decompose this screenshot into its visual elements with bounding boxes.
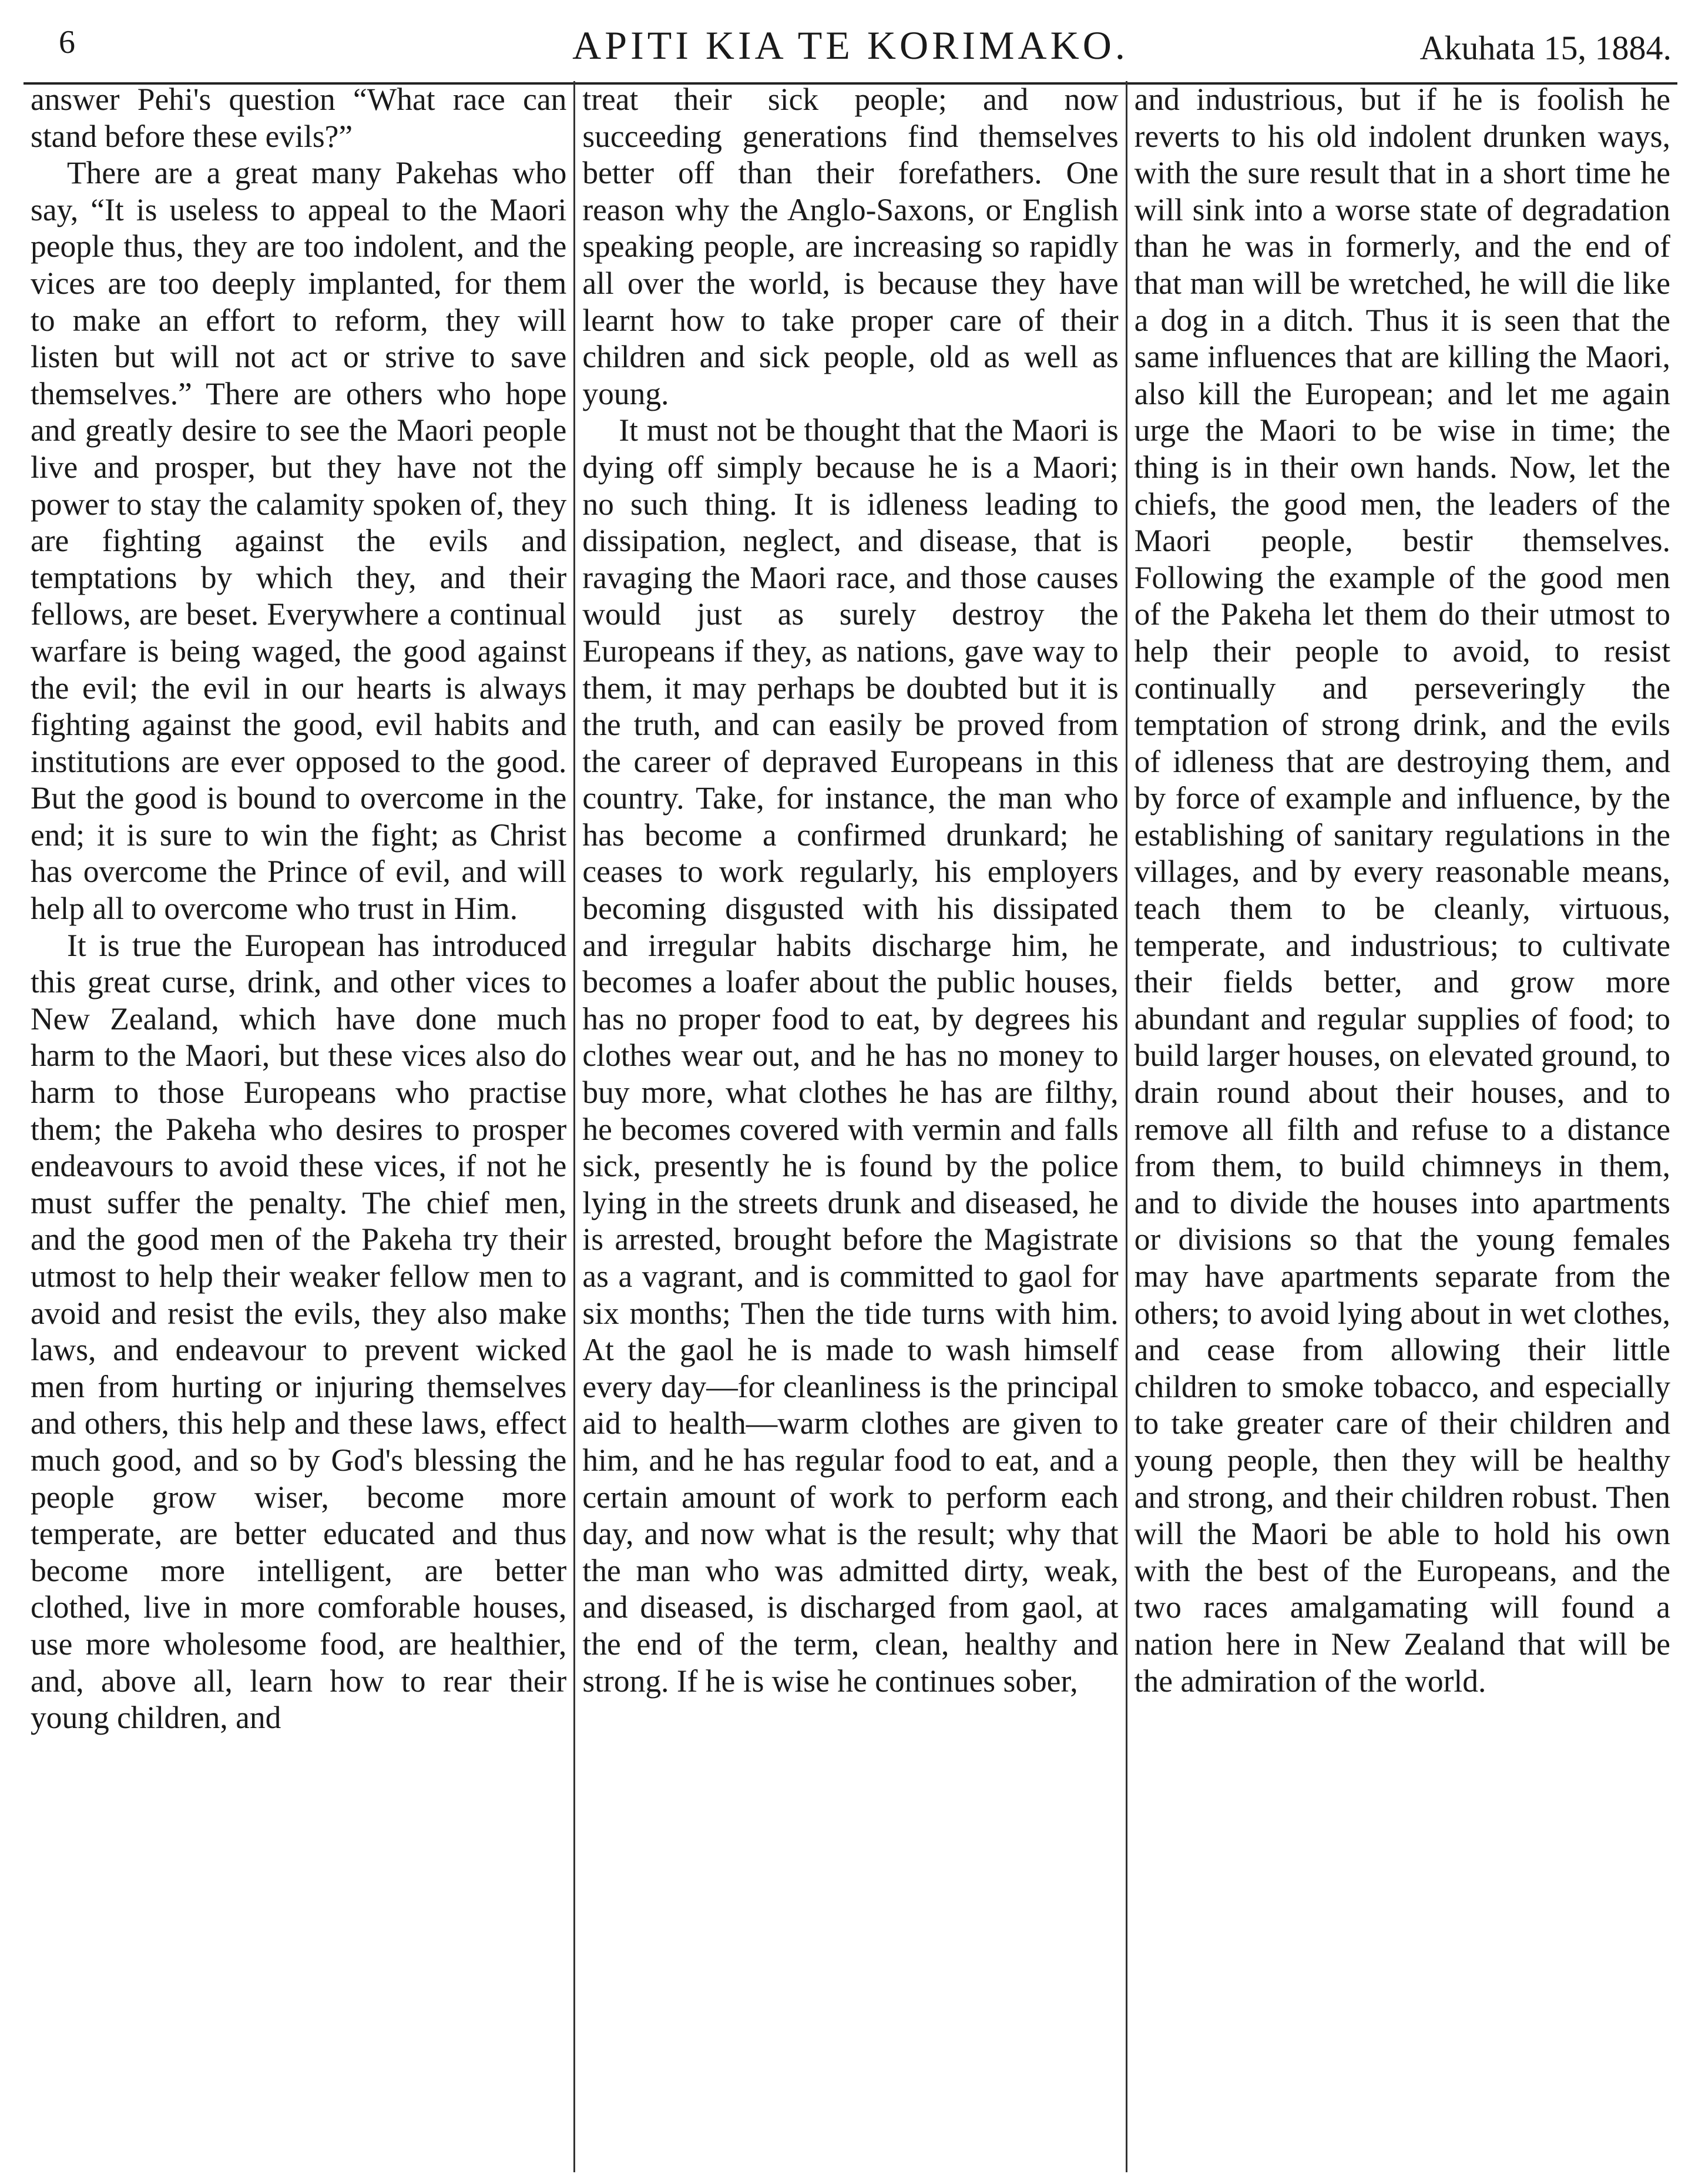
column-3-paragraph-1: and industrious, but if he is foolish he reverts to his old indolent drunken ways, with the sure result that in a short time he will sink into a worse state of degradation than he was in formerly, and the end of that man will be wretched, he will die like a dog in a ditch. Thus it is seen that the same influences that are killing the Maori, also kill the European; and let me again urge the Maori to be wise in time; the thing is in their own hands. Now, let the chiefs, the good men, the leaders of the Maori people, bestir themselves. Following the example of the good men of the Pakeha let them do their utmost to help their people to avoid, to resist continually and perseveringly the temptation of strong drink, and the evils of idleness that are destroying them, and by force of example and influence, by the establishing of sanitary regulations in the villages, and by every reasonable means, teach them to be cleanly, virtuous, temperate, and industrious; to cultivate their fields better, and grow more abundant and regular supplies of food; to build larger houses, on elevated ground, to drain round about their houses, and to remove all filth and refuse to a distance from them, to build chimneys in them, and to divide the houses into apartments or divisions so that the young females may have apartments separate from the others; to avoid lying about in wet clothes, and cease from allowing their little children to smoke tobacco, and especially to take greater care of their children and young people, then they will be healthy and strong, and their children robust. Then will the Maori be able to hold his own with the best of the Europeans, and the two races amalgamating will found a nation here in New Zealand that will be the admiration of the world. [1134, 82, 1670, 1699]
column-2-paragraph-2: It must not be thought that the Maori is dying off simply because he is a Maori; no such thing. It is idleness leading to dissipation, neglect, and disease, that is ravaging the Maori race, and those causes would just as surely destroy the Europeans if they, as nations, gave way to them, it may perhaps be doubted but it is the truth, and can easily be proved from the career of depraved Europeans in this country. Take, for instance, the man who has become a confirmed drunkard; he ceases to work regularly, his employers becoming disgusted with his dissipated and irregular habits discharge him, he becomes a loafer about the public houses, has no proper food to eat, by degrees his clothes wear out, and he has no money to buy more, what clothes he has are filthy, he becomes covered with vermin and falls sick, presently he is found by the police lying in the streets drunk and diseased, he is arrested, brought before the Magistrate as a vagrant, and is committed to gaol for six months; Then the tide turns with him. At the gaol he is made to wash himself every day—for cleanliness is the principal aid to health—warm clothes are given to him, and he has regular food to eat, and a certain amount of work to perform each day, and now what is the result; why that the man who was admitted dirty, weak, and diseased, is discharged from gaol, at the end of the term, clean, healthy and strong. If he is wise he continues sober, [582, 412, 1119, 1699]
column-1-paragraph-1: answer Pehi's question “What race can stand before these evils?” [31, 82, 567, 154]
newspaper-title: APITI KIA TE KORIMAKO. [572, 23, 1129, 68]
column-2 [573, 81, 1125, 2172]
article-columns [24, 81, 1677, 2172]
page-number: 6 [59, 24, 75, 61]
column-1-paragraph-3: It is true the European has introduced this great curse, drink, and other vices to New Zealand, which have done much harm to the Maori, but these vices also do harm to those Europeans who practise them; the Pakeha who desires to prosper endeavours to avoid these vices, if not he must suffer the penalty. The chief men, and the good men of the Pakeha try their utmost to help their weaker fellow men to avoid and resist the evils, they also make laws, and endeavour to prevent wicked men from hurting or injuring themselves and others, this help and these laws, effect much good, and so by God's blessing the people grow wiser, become more temperate, are better educated and thus become more intelligent, are better clothed, live in more comforable houses, use more wholesome food, are healthier, and, above all, learn how to rear their young children, and [31, 927, 567, 1736]
issue-date: Akuhata 15, 1884. [1419, 29, 1671, 67]
column-3 [1126, 81, 1677, 2172]
column-1-paragraph-2: There are a great many Pakehas who say, “It is useless to appeal to the Maori people thus, they are too indolent, and the vices are too deeply implanted, for them to make an effort to reform, they will listen but will not act or strive to save themselves.” There are others who hope and greatly desire to see the Maori people live and prosper, but they have not the power to stay the calamity spoken of, they are fighting against the evils and temptations by which they, and their fellows, are beset. Everywhere a continual warfare is being waged, the good against the evil; the evil in our hearts is always fighting against the good, evil habits and institutions are ever opposed to the good. But the good is bound to overcome in the end; it is sure to win the fight; as Christ has overcome the Prince of evil, and will help all to overcome who trust in Him. [31, 155, 567, 927]
column-1 [24, 81, 573, 2172]
column-2-paragraph-1: treat their sick people; and now succeeding generations find themselves better off than their forefathers. One reason why the Anglo-Saxons, or English speaking people, are increasing so rapidly all over the world, is because they have learnt how to take proper care of their children and sick people, old as well as young. [582, 82, 1119, 411]
page-header [24, 18, 1677, 85]
